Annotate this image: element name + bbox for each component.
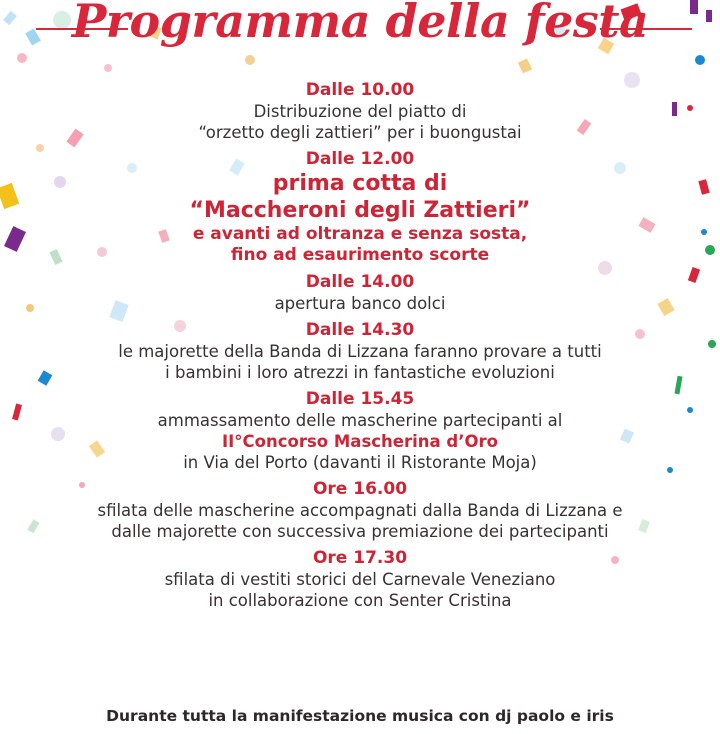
program-text: i bambini i loro atrezzi in fantastiche evoluzioni [165, 363, 555, 382]
program-text: ammassamento delle mascherine partecipanti al [157, 411, 563, 430]
program-time: Dalle 12.00 [305, 149, 415, 169]
program-highlight-sub: fino ad esaurimento scorte [230, 245, 490, 265]
program-highlight-sub: e avanti ad oltranza e senza sosta, [192, 224, 528, 244]
program-time: Ore 17.30 [312, 548, 408, 568]
program-time: Dalle 14.00 [305, 272, 415, 292]
contest-name: II°Concorso Mascherina d’Oro [222, 432, 498, 451]
program-time: Dalle 14.30 [305, 320, 415, 340]
program-time: Dalle 15.45 [305, 389, 415, 409]
program-highlight: prima cotta di [272, 171, 448, 196]
program-item [0, 548, 720, 611]
program-text: Distribuzione del piatto di [253, 102, 467, 121]
program-item [0, 80, 720, 143]
program-list [0, 80, 720, 611]
program-text: dalle majorette con successiva premiazione dei partecipanti [111, 522, 609, 541]
program-item [0, 272, 720, 314]
page-title: Programma della festa [71, 0, 649, 48]
program-text: “orzetto degli zattieri” per i buongustai [198, 123, 522, 142]
program-time: Ore 16.00 [312, 479, 408, 499]
footer-note: Durante tutta la manifestazione musica con dj paolo e iris [106, 707, 614, 725]
program-text: apertura banco dolci [274, 294, 446, 313]
program-text: in Via del Porto (davanti il Ristorante Moja) [183, 453, 537, 472]
program-text: sfilata delle mascherine accompagnati dalla Banda di Lizzana e [97, 501, 623, 520]
program-time: Dalle 10.00 [305, 80, 415, 100]
program-item [0, 320, 720, 383]
program-text: le majorette della Banda di Lizzana faranno provare a tutti [118, 342, 602, 361]
program-item [0, 149, 720, 266]
program-text: sfilata di vestiti storici del Carnevale Veneziano [164, 570, 556, 589]
program-item [0, 389, 720, 473]
program-highlight: “Maccheroni degli Zattieri” [189, 198, 531, 223]
program-text: in collaborazione con Senter Cristina [208, 591, 512, 610]
program-item [0, 479, 720, 542]
